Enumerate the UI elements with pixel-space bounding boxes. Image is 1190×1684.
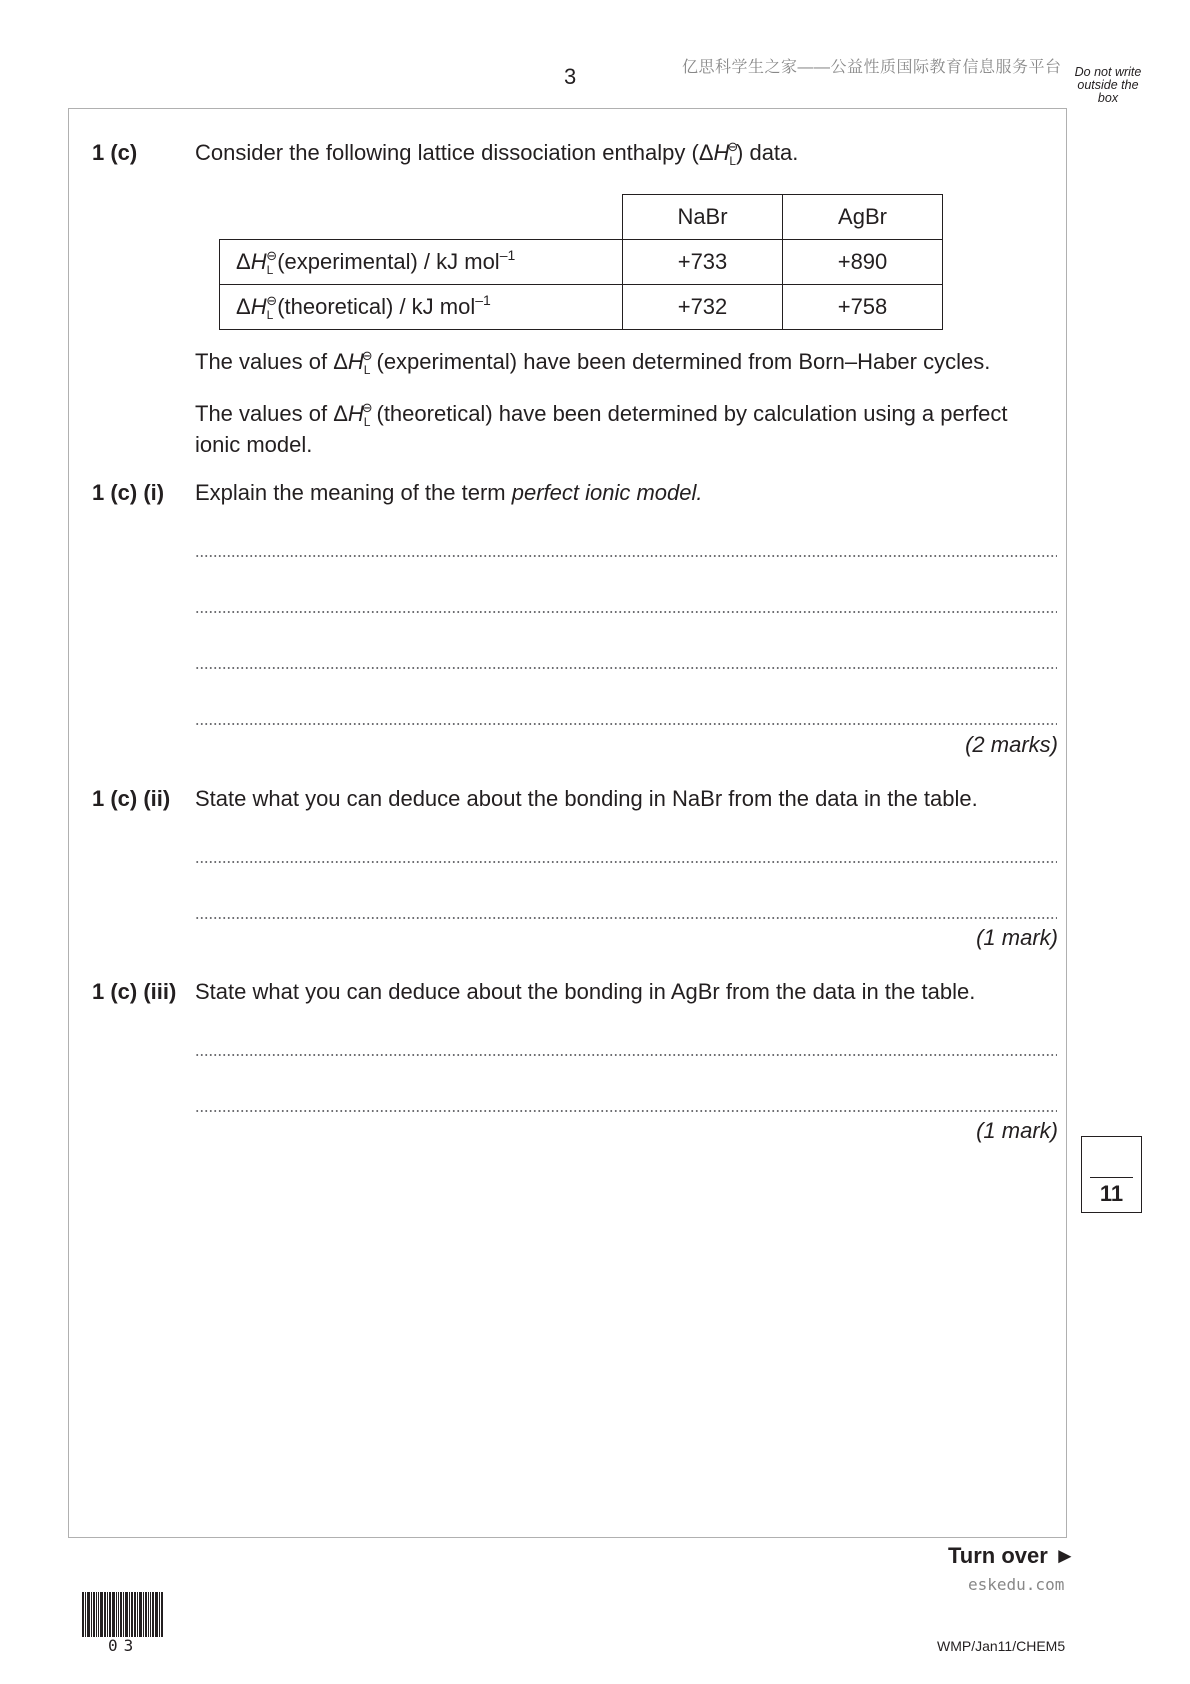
- answer-line[interactable]: [195, 610, 1057, 614]
- answer-line[interactable]: [195, 1053, 1057, 1057]
- question-label-1c: 1 (c): [92, 140, 138, 165]
- marks-1cii: (1 mark): [976, 925, 1058, 950]
- score-divider: [1090, 1177, 1133, 1178]
- table-corner: [220, 195, 623, 240]
- answer-line[interactable]: [195, 1109, 1057, 1113]
- page-number: 3: [564, 64, 577, 89]
- marks-1ciii: (1 mark): [976, 1118, 1058, 1143]
- paper-code: WMP/Jan11/CHEM5: [937, 1638, 1066, 1654]
- answer-line[interactable]: [195, 722, 1057, 726]
- table-row: [220, 285, 943, 330]
- answer-line[interactable]: [195, 554, 1057, 558]
- score-box: [1081, 1136, 1142, 1213]
- question-label-1ciii: 1 (c) (iii): [92, 979, 177, 1004]
- question-text-1ci: Explain the meaning of the term perfect ionic model.: [195, 480, 703, 505]
- answer-line[interactable]: [195, 916, 1057, 920]
- question-intro: Consider the following lattice dissociation enthalpy $(\Delta H^⊖_L)$ data.: [195, 139, 799, 168]
- marks-1ci: (2 marks): [965, 732, 1058, 757]
- cell-agbr-theoretical: +758: [783, 285, 943, 330]
- cell-nabr-theoretical: +732: [623, 285, 783, 330]
- answer-line[interactable]: [195, 860, 1057, 864]
- margin-note: Do not write outside the box: [1074, 65, 1142, 105]
- row-label-experimental: $\Delta H_L^⊖(experimental)$ / kJ mol$^{-1}$: [220, 240, 623, 285]
- lattice-enthalpy-table: [219, 194, 943, 330]
- cell-agbr-experimental: +890: [783, 240, 943, 285]
- table-row: [220, 240, 943, 285]
- paragraph-theoretical: The values of $\Delta H^⊖_L$ (theoretical) have been determined by calculation using a perfect ionic model.: [195, 400, 1008, 457]
- table-header-row: [220, 195, 943, 240]
- answer-line[interactable]: [195, 666, 1057, 670]
- table-header-agbr: AgBr: [783, 195, 943, 240]
- barcode-digits: 03: [108, 1636, 140, 1655]
- question-text-1cii: State what you can deduce about the bonding in NaBr from the data in the table.: [195, 786, 978, 811]
- table-header-nabr: NaBr: [623, 195, 783, 240]
- paragraph-experimental: The values of $\Delta H^⊖_L$ (experimental) have been determined from Born–Haber cycles.: [195, 348, 991, 377]
- site-header: 亿思科学生之家——公益性质国际教育信息服务平台: [682, 59, 1062, 76]
- question-label-1cii: 1 (c) (ii): [92, 786, 171, 811]
- question-text-1ciii: State what you can deduce about the bonding in AgBr from the data in the table.: [195, 979, 976, 1004]
- turn-over-label: Turn over ►: [948, 1543, 1076, 1568]
- score-value: 11: [1099, 1181, 1124, 1206]
- cell-nabr-experimental: +733: [623, 240, 783, 285]
- site-watermark: eskedu.com: [968, 1575, 1065, 1594]
- question-label-1ci: 1 (c) (i): [92, 480, 165, 505]
- row-label-theoretical: $\Delta H_L^⊖(theoretical)$ / kJ mol$^{-1}$: [220, 285, 623, 330]
- barcode-icon: [82, 1592, 178, 1637]
